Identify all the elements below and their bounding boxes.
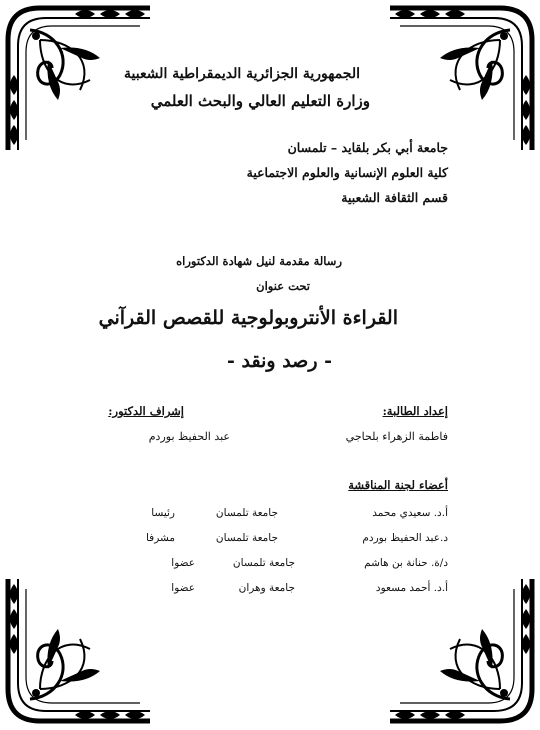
- thesis-intro: رسالة مقدمة لنيل شهادة الدكتوراه: [176, 254, 342, 268]
- university-name: جامعة أبي بكر بلقايد – تلمسان: [287, 140, 448, 155]
- member-university: جامعة تلمسان: [215, 532, 278, 544]
- committee-title: أعضاء لجنة المناقشة: [348, 478, 448, 492]
- student-label: إعداد الطالبة:: [382, 404, 448, 418]
- faculty-name: كلية العلوم الإنسانية والعلوم الاجتماعية: [246, 165, 448, 180]
- member-name: أ.د. سعيدي محمد: [372, 507, 448, 519]
- thesis-subtitle: - رصد ونقد -: [227, 350, 332, 372]
- republic-name: الجمهورية الجزائرية الديمقراطية الشعبية: [123, 66, 360, 82]
- ministry-name: وزارة التعليم العالي والبحث العلمي: [150, 92, 370, 110]
- member-role: عضوا: [171, 582, 195, 594]
- member-university: جامعة تلمسان: [232, 557, 295, 569]
- supervisor-label: إشراف الدكتور:: [108, 404, 184, 418]
- department-name: قسم الثقافة الشعبية: [341, 190, 448, 205]
- thesis-title: القراءة الأنتروبولوجية للقصص القرآني: [98, 307, 398, 329]
- student-name: فاطمة الزهراء بلحاجي: [345, 430, 448, 443]
- corner-ornament-bottom-left: [0, 568, 160, 730]
- supervisor-name: عبد الحفيظ بوردم: [148, 430, 230, 443]
- member-name: أ.د. أحمد مسعود: [375, 582, 448, 594]
- member-name: د/ة. حنانة بن هاشم: [364, 557, 448, 569]
- member-university: جامعة وهران: [238, 582, 295, 594]
- member-role: عضوا: [171, 557, 195, 569]
- member-role: رئيسا: [151, 507, 175, 519]
- member-name: د.عبد الحفيظ بوردم: [362, 532, 448, 544]
- member-university: جامعة تلمسان: [215, 507, 278, 519]
- member-role: مشرفا: [145, 532, 175, 544]
- corner-ornament-top-right: [380, 0, 540, 160]
- under-title-label: تحت عنوان: [256, 279, 310, 293]
